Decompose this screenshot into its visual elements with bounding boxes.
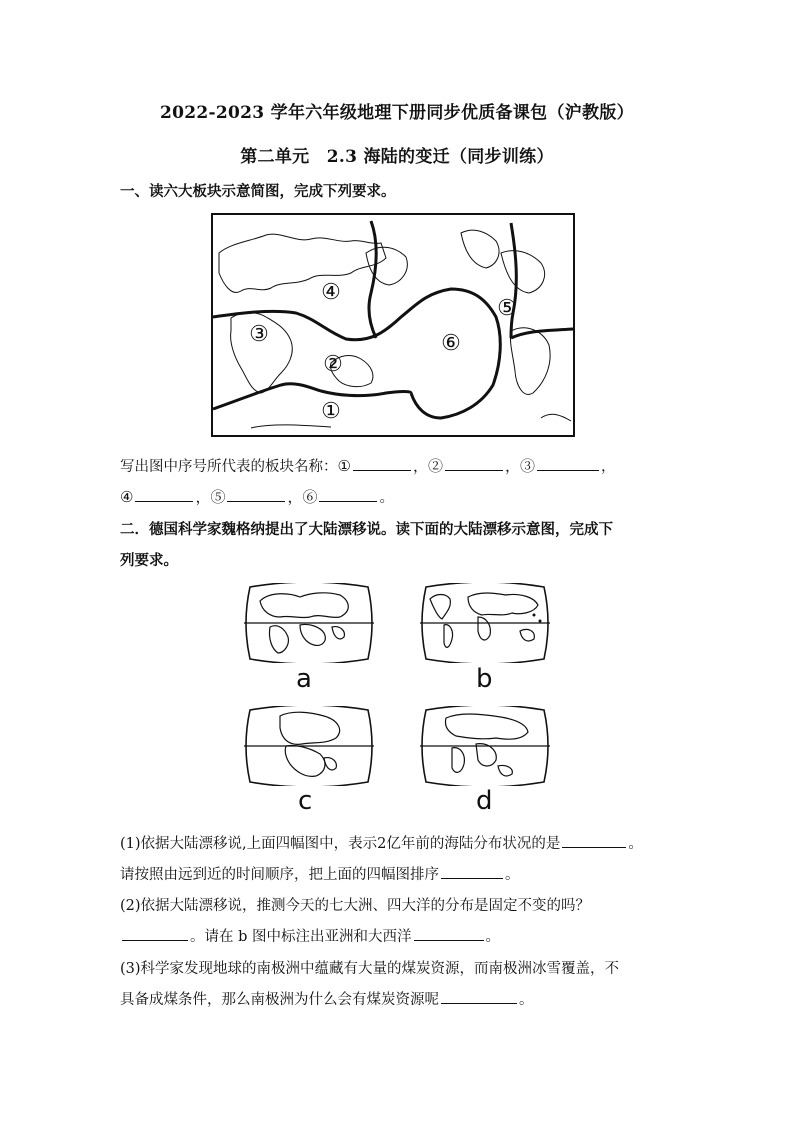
plate-label-1: ① xyxy=(321,398,341,423)
plate-label-5: ⑤ xyxy=(497,295,517,320)
answer-blank-6[interactable] xyxy=(319,487,377,502)
q2-s1-line2: 请按照由远到近的时间顺序，把上面的四幅图排序 。 xyxy=(120,863,520,884)
answer-blank-4[interactable] xyxy=(135,487,193,502)
drift-map-b-label: b xyxy=(476,664,493,694)
q1-heading: 一、读六大板块示意简图，完成下列要求。 xyxy=(120,183,396,200)
q1-answer-row2: ④ ，⑤ ，⑥ 。 xyxy=(120,488,394,506)
drift-map-c-label: c xyxy=(298,786,313,816)
plate-label-6: ⑥ xyxy=(441,330,461,355)
q2-heading-line1: 二．德国科学家魏格纳提出了大陆漂移说。读下面的大陆漂移示意图，完成下 xyxy=(120,521,613,538)
q1-prompt: 写出图中序号所代表的板块名称： xyxy=(120,459,338,475)
drift-map-c xyxy=(240,706,378,786)
answer-blank-8[interactable] xyxy=(441,864,503,879)
drift-map-a-label: a xyxy=(296,664,312,694)
answer-blank-11[interactable] xyxy=(441,989,517,1004)
page-title: 2022-2023 学年六年级地理下册同步优质备课包（沪教版） xyxy=(160,103,634,123)
answer-blank-2[interactable] xyxy=(445,456,503,471)
drift-map-d-label: d xyxy=(476,786,493,816)
q2-s3-line1: (3)科学家发现地球的南极洲中蕴藏有大量的煤炭资源，而南极洲冰雪覆盖，不 xyxy=(120,961,620,977)
answer-blank-1[interactable] xyxy=(353,456,411,471)
page-subtitle: 第二单元 2.3 海陆的变迁（同步训练） xyxy=(240,147,554,167)
q1-answer-row1: 写出图中序号所代表的板块名称：① ，② ，③ ， xyxy=(120,457,616,475)
q2-heading-line2: 列要求。 xyxy=(120,552,178,569)
drift-map-b xyxy=(416,583,554,663)
plate-label-4: ④ xyxy=(321,279,341,304)
drift-map-a xyxy=(240,583,378,663)
drift-map-d xyxy=(416,706,554,786)
plate-label-2: ② xyxy=(323,351,343,376)
q2-s2-line2: 。请在 b 图中标注出亚洲和大西洋 。 xyxy=(120,925,500,946)
q2-s1-line1: (1)依据大陆漂移说,上面四幅图中，表示2亿年前的海陆分布状况的是 。 xyxy=(120,832,643,853)
answer-blank-10[interactable] xyxy=(414,926,484,941)
answer-blank-5[interactable] xyxy=(227,487,285,502)
plate-label-3: ③ xyxy=(249,321,269,346)
answer-blank-3[interactable] xyxy=(537,456,599,471)
q2-s2-line1: (2)依据大陆漂移说，推测今天的七大洲、四大洋的分布是固定不变的吗？ xyxy=(120,898,591,914)
plates-map xyxy=(211,213,575,437)
answer-blank-9[interactable] xyxy=(122,926,188,941)
answer-blank-7[interactable] xyxy=(562,833,626,848)
q2-s3-line2: 具备成煤条件，那么南极洲为什么会有煤炭资源呢 。 xyxy=(120,988,534,1009)
